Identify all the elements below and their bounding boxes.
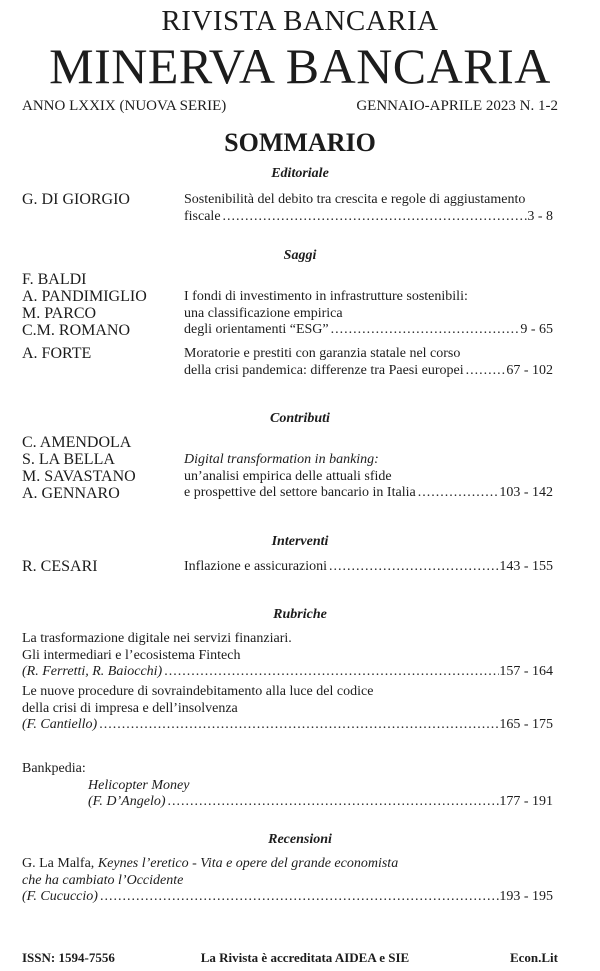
dot-leader xyxy=(416,485,500,502)
article-title-line: un’analisi empirica delle attuali sfide xyxy=(184,468,392,484)
page-range: 3 - 8 xyxy=(527,208,553,224)
article-leader-line xyxy=(22,889,553,906)
page-range: 157 - 164 xyxy=(499,664,553,679)
article-title-line: della crisi di impresa e dell’insolvenza xyxy=(22,700,238,716)
dot-leader xyxy=(464,363,507,380)
article-byline: (R. Ferretti, R. Baiocchi) xyxy=(22,664,163,679)
issue-label: GENNAIO-APRILE 2023 N. 1-2 xyxy=(356,98,558,114)
article-leader-line xyxy=(184,322,553,339)
page-range: 177 - 191 xyxy=(499,794,553,809)
review-author: G. La Malfa, xyxy=(22,856,98,871)
article-entry[interactable] xyxy=(184,559,553,576)
article-title-line: che ha cambiato l’Occidente xyxy=(22,872,184,888)
article-entry[interactable] xyxy=(184,346,553,379)
article-title-line: Inflazione e assicurazioni xyxy=(184,559,328,574)
author-name: A. FORTE xyxy=(22,345,92,362)
journal-subtitle: RIVISTA BANCARIA xyxy=(161,5,439,37)
section-heading-contributi: Contributi xyxy=(270,411,330,426)
article-title-line: fiscale xyxy=(184,208,221,224)
toc-title: SOMMARIO xyxy=(224,128,376,157)
article-leader-line xyxy=(184,559,553,576)
article-entry[interactable] xyxy=(184,289,553,339)
page-range: 143 - 155 xyxy=(499,559,553,574)
section-heading-saggi: Saggi xyxy=(283,248,317,263)
article-byline: (F. D’Angelo) xyxy=(88,794,166,809)
article-entry[interactable] xyxy=(22,856,553,906)
section-heading-editoriale: Editoriale xyxy=(271,166,329,181)
article-title-line: La trasformazione digitale nei servizi finanziari. xyxy=(22,631,292,646)
dot-leader xyxy=(329,322,521,339)
article-title-line: Sostenibilità del debito tra crescita e regole di aggiustamento xyxy=(184,192,526,207)
article-title-line: I fondi di investimento in infrastrutture sostenibili: xyxy=(184,289,468,304)
bankpedia-label: Bankpedia: xyxy=(22,761,86,776)
article-leader-line xyxy=(22,664,553,681)
page-range: 165 - 175 xyxy=(499,717,553,732)
article-title-line: della crisi pandemica: differenze tra Paesi europei xyxy=(184,362,464,378)
article-title-line: Moratorie e prestiti con garanzia statale nel corso xyxy=(184,346,461,361)
volume-label: ANNO LXXIX (NUOVA SERIE) xyxy=(22,98,227,114)
issn-label: ISSN: 1594-7556 xyxy=(22,950,115,965)
article-leader-line xyxy=(184,485,553,502)
author-list xyxy=(22,271,147,339)
article-title-line: Digital transformation in banking: xyxy=(184,452,379,467)
article-title-line: e prospettive del settore bancario in Italia xyxy=(184,485,416,500)
author-name: M. SAVASTANO xyxy=(22,468,136,485)
dot-leader xyxy=(98,889,499,906)
article-entry[interactable] xyxy=(22,684,553,734)
page-range: 67 - 102 xyxy=(506,362,553,378)
dot-leader xyxy=(97,717,499,734)
dot-leader xyxy=(162,664,499,681)
author-list xyxy=(22,558,98,575)
author-name: C. AMENDOLA xyxy=(22,434,132,451)
journal-title: MINERVA BANCARIA xyxy=(49,38,551,94)
bankpedia-entry[interactable] xyxy=(22,761,553,811)
article-entry[interactable] xyxy=(184,452,553,502)
author-name: A. PANDIMIGLIO xyxy=(22,288,147,305)
article-leader-line xyxy=(184,209,553,226)
article-byline: (F. Cantiello) xyxy=(22,717,98,732)
author-name: G. DI GIORGIO xyxy=(22,191,130,208)
dot-leader xyxy=(221,209,528,226)
author-name: F. BALDI xyxy=(22,271,87,288)
index-label: Econ.Lit xyxy=(509,950,558,965)
author-name: R. CESARI xyxy=(22,558,98,575)
author-name: C.M. ROMANO xyxy=(22,322,131,339)
dot-leader xyxy=(327,559,499,576)
article-leader-line xyxy=(184,363,553,380)
article-entry[interactable] xyxy=(184,192,553,225)
article-title-line: Gli intermediari e l’ecosistema Fintech xyxy=(22,647,241,663)
article-title-line: Le nuove procedure di sovraindebitamento alla luce del codice xyxy=(22,684,374,699)
dot-leader xyxy=(166,794,500,811)
section-heading-interventi: Interventi xyxy=(271,534,329,549)
author-name: A. GENNARO xyxy=(22,485,120,502)
page-range: 9 - 65 xyxy=(520,322,553,337)
section-heading-recensioni: Recensioni xyxy=(268,832,332,847)
article-title-line: Keynes l’eretico - Vita e opere del grande economista xyxy=(97,856,399,871)
article-entry[interactable] xyxy=(22,631,553,681)
author-list xyxy=(22,191,130,208)
page-range: 193 - 195 xyxy=(499,889,553,904)
accreditation-note: La Rivista è accreditata AIDEA e SIE xyxy=(200,950,410,965)
author-name: M. PARCO xyxy=(22,305,97,322)
article-title-line: degli orientamenti “ESG” xyxy=(184,322,329,337)
article-leader-line xyxy=(22,794,553,811)
author-list xyxy=(22,345,91,362)
author-list xyxy=(22,434,136,502)
section-heading-rubriche: Rubriche xyxy=(273,607,327,622)
page-range: 103 - 142 xyxy=(499,485,553,500)
article-title-line: Helicopter Money xyxy=(88,777,190,793)
author-name: S. LA BELLA xyxy=(22,451,115,468)
article-byline: (F. Cucuccio) xyxy=(22,889,98,904)
article-leader-line xyxy=(22,717,553,734)
article-title-line: una classificazione empirica xyxy=(184,305,343,321)
